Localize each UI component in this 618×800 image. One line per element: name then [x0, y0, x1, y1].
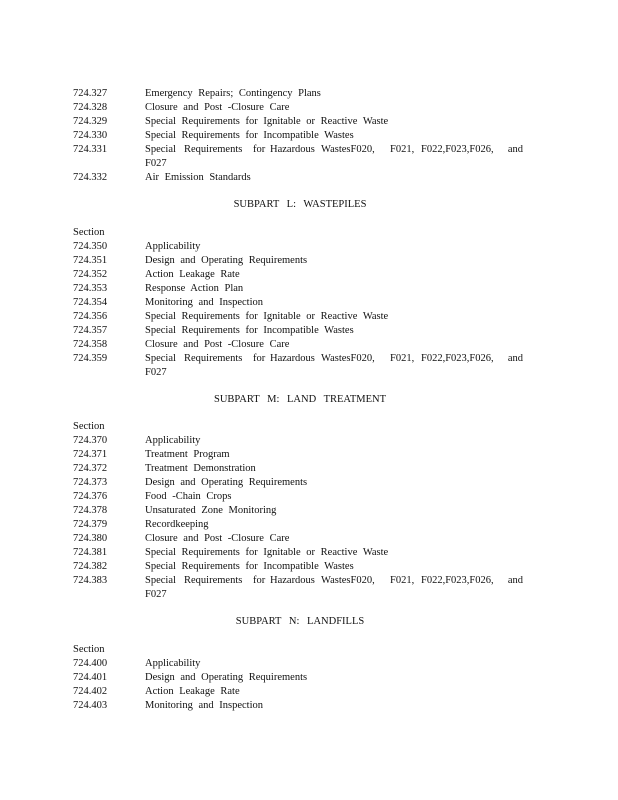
section-title: Emergency Repairs; Contingency Plans [145, 88, 321, 99]
section-title: Monitoring and Inspection [145, 297, 263, 308]
subpart-n-list [0, 657, 618, 713]
title-continuation: F027 [145, 367, 167, 378]
section-number: 724.328 [73, 102, 108, 113]
title-word: Special [145, 575, 176, 586]
section-number: 724.330 [73, 130, 108, 141]
list-item [0, 546, 618, 560]
title-word: Hazardous [270, 353, 315, 364]
list-item [0, 490, 618, 504]
title-word: and [507, 575, 523, 586]
section-title: Special Requirements for Ignitable or Reactive Waste [145, 116, 389, 127]
section-number: 724.383 [73, 575, 108, 586]
section-number: 724.358 [73, 339, 108, 350]
section-number: 724.371 [73, 449, 108, 460]
section-number: 724.331 [73, 144, 108, 155]
section-title: Treatment Program [145, 449, 230, 460]
section-number: 724.327 [73, 88, 108, 99]
section-number: 724.350 [73, 241, 108, 252]
section-title: Closure and Post -Closure Care [145, 533, 290, 544]
subpart-l-heading: SUBPART L: WASTEPILES [233, 199, 367, 210]
section-title: Applicability [145, 658, 201, 669]
list-item [0, 310, 618, 324]
top-section-list [0, 87, 618, 185]
list-item [0, 254, 618, 268]
title-word: WastesF020, [321, 575, 375, 586]
list-item [0, 338, 618, 352]
section-title: Design and Operating Requirements [145, 255, 308, 266]
title-continuation: F027 [145, 158, 167, 169]
list-item [0, 699, 618, 713]
list-item [0, 324, 618, 338]
title-word: F021, [390, 575, 415, 586]
subpart-n-heading: SUBPART N: LANDFILLS [235, 616, 365, 627]
section-title: Treatment Demonstration [145, 463, 256, 474]
section-number: 724.352 [73, 269, 108, 280]
title-word: Special [145, 144, 176, 155]
list-item [0, 268, 618, 282]
title-word: Requirements [184, 353, 243, 364]
title-word: WastesF020, [321, 353, 375, 364]
list-item [0, 352, 618, 380]
section-title: Recordkeeping [145, 519, 209, 530]
section-number: 724.372 [73, 463, 108, 474]
section-title: Closure and Post -Closure Care [145, 339, 290, 350]
list-item [0, 101, 618, 115]
section-number: 724.370 [73, 435, 108, 446]
title-word: F022,F023,F026, [421, 353, 494, 364]
section-number: 724.402 [73, 686, 108, 697]
section-title: Special Requirements for Incompatible Wastes [145, 325, 354, 336]
section-number: 724.354 [73, 297, 108, 308]
list-item [0, 504, 618, 518]
list-item [0, 560, 618, 574]
section-title: Design and Operating Requirements [145, 672, 308, 683]
section-title: Action Leakage Rate [145, 269, 240, 280]
section-title: Closure and Post -Closure Care [145, 102, 290, 113]
list-item [0, 462, 618, 476]
list-item [0, 296, 618, 310]
section-number: 724.380 [73, 533, 108, 544]
section-number: 724.373 [73, 477, 108, 488]
section-number: 724.329 [73, 116, 108, 127]
section-number: 724.379 [73, 519, 108, 530]
section-number: 724.353 [73, 283, 108, 294]
section-title: Special Requirements for Ignitable or Reactive Waste [145, 547, 389, 558]
section-number: 724.381 [73, 547, 108, 558]
list-item [0, 518, 618, 532]
section-number: 724.401 [73, 672, 108, 683]
section-label: Section [73, 421, 105, 432]
list-item [0, 143, 618, 171]
section-number: 724.357 [73, 325, 108, 336]
section-title: Special Requirements for Incompatible Wastes [145, 130, 354, 141]
section-title: Food -Chain Crops [145, 491, 232, 502]
title-word: and [507, 353, 523, 364]
title-word: Special [145, 353, 176, 364]
section-title: Air Emission Standards [145, 172, 251, 183]
section-title: Special Requirements for Ignitable or Reactive Waste [145, 311, 389, 322]
title-word: and [507, 144, 523, 155]
subpart-m-heading: SUBPART M: LAND TREATMENT [214, 394, 386, 405]
list-item [0, 129, 618, 143]
title-word: Requirements [184, 144, 243, 155]
section-number: 724.382 [73, 561, 108, 572]
list-item [0, 115, 618, 129]
title-word: WastesF020, [321, 144, 375, 155]
section-number: 724.400 [73, 658, 108, 669]
title-word: F021, [390, 144, 415, 155]
list-item [0, 685, 618, 699]
section-title: Design and Operating Requirements [145, 477, 308, 488]
section-title: Action Leakage Rate [145, 686, 240, 697]
subpart-l-list [0, 240, 618, 380]
list-item [0, 240, 618, 254]
title-continuation: F027 [145, 589, 167, 600]
section-number: 724.351 [73, 255, 108, 266]
title-word: for [253, 575, 266, 586]
list-item [0, 434, 618, 448]
section-title: Applicability [145, 435, 201, 446]
title-word: for [253, 144, 266, 155]
list-item [0, 671, 618, 685]
title-word: F022,F023,F026, [421, 575, 494, 586]
section-number: 724.376 [73, 491, 108, 502]
section-title: Monitoring and Inspection [145, 700, 263, 711]
section-label: Section [73, 227, 105, 238]
section-title: Response Action Plan [145, 283, 244, 294]
title-word: F022,F023,F026, [421, 144, 494, 155]
list-item [0, 282, 618, 296]
title-word: F021, [390, 353, 415, 364]
section-title: Applicability [145, 241, 201, 252]
title-word: Requirements [184, 575, 243, 586]
section-number: 724.359 [73, 353, 108, 364]
list-item [0, 532, 618, 546]
section-number: 724.403 [73, 700, 108, 711]
subpart-m-list [0, 434, 618, 602]
list-item [0, 448, 618, 462]
title-word: for [253, 353, 266, 364]
section-label: Section [73, 644, 105, 655]
list-item [0, 574, 618, 602]
list-item [0, 87, 618, 101]
title-word: Hazardous [270, 144, 315, 155]
list-item [0, 476, 618, 490]
section-title: Unsaturated Zone Monitoring [145, 505, 277, 516]
title-word: Hazardous [270, 575, 315, 586]
section-number: 724.356 [73, 311, 108, 322]
section-number: 724.378 [73, 505, 108, 516]
list-item [0, 171, 618, 185]
list-item [0, 657, 618, 671]
section-number: 724.332 [73, 172, 108, 183]
section-title: Special Requirements for Incompatible Wastes [145, 561, 354, 572]
